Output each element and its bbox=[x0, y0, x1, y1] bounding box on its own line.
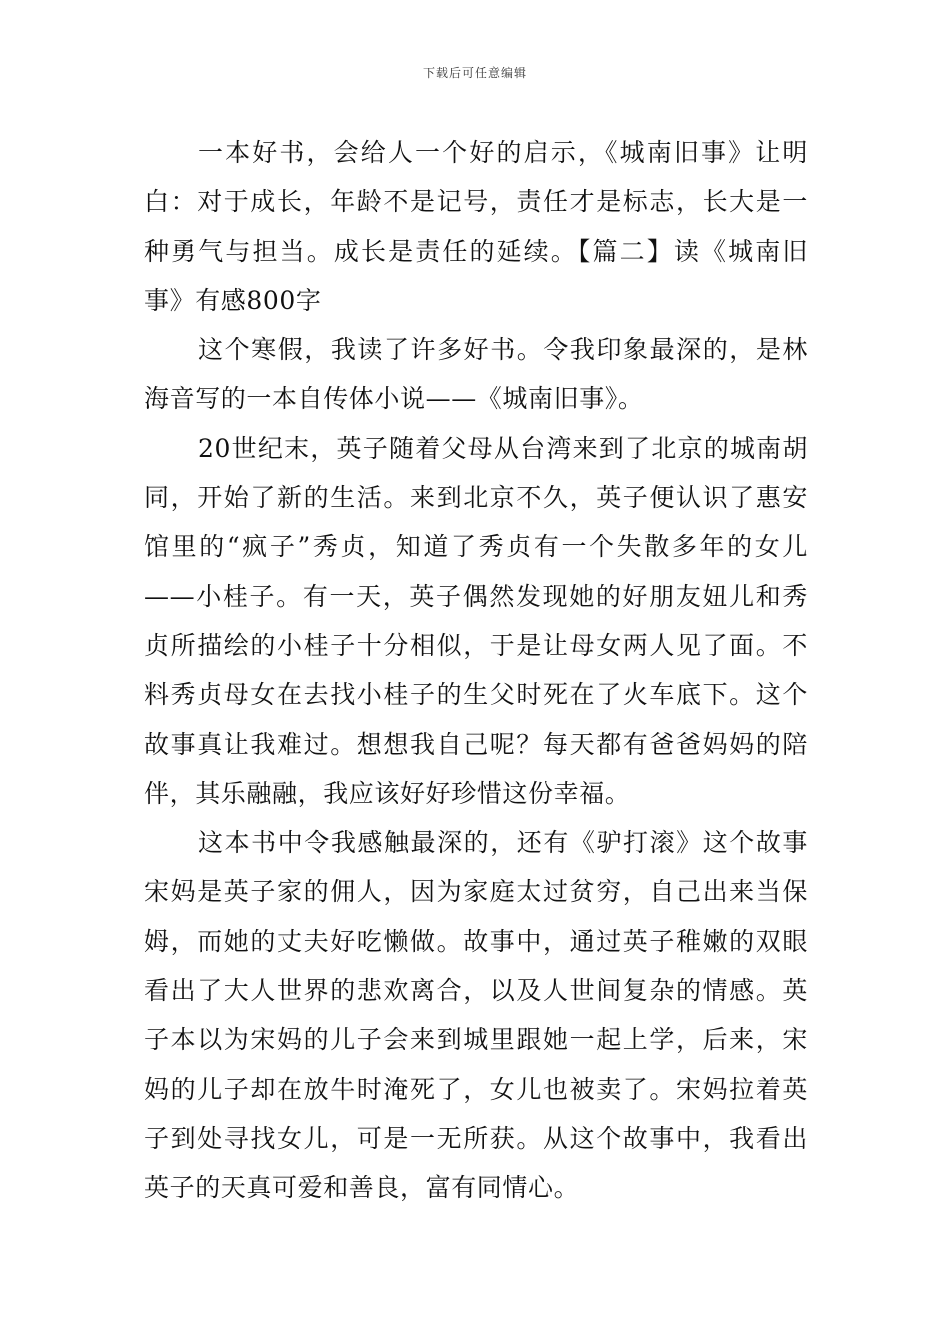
paragraph-1: 一本好书，会给人一个好的启示，《城南旧事》让明白：对于成长，年龄不是记号，责任才是标志，长大是一种勇气与担当。成长是责任的延续。【篇二】读《城南旧事》有感800字 bbox=[144, 138, 808, 315]
paragraph-3: 20世纪末，英子随着父母从台湾来到了北京的城南胡同，开始了新的生活。来到北京不久，英子便认识了惠安馆里的“疯子”秀贞，知道了秀贞有一个失散多年的女儿——小桂子。有一天，英子偶然发现她的好朋友妞儿和秀贞所描绘的小桂子十分相似，于是让母女两人见了面。不料秀贞母女在去找小桂子的生父时死在了火车底下。这个故事真让我难过。想想我自己呢？每天都有爸爸妈妈的陪伴，其乐融融，我应该好好珍惜这份幸福。 bbox=[144, 433, 808, 808]
page-header-note: 下载后可任意编辑 bbox=[422, 66, 527, 80]
document-body bbox=[144, 128, 808, 1213]
paragraph-4: 这本书中令我感触最深的，还有《驴打滚》这个故事宋妈是英子家的佣人，因为家庭太过贫穷，自己出来当保姆，而她的丈夫好吃懒做。故事中，通过英子稚嫩的双眼看出了大人世界的悲欢离合，以及人世间复杂的情感。英子本以为宋妈的儿子会来到城里跟她一起上学，后来，宋妈的儿子却在放牛时淹死了，女儿也被卖了。宋妈拉着英子到处寻找女儿，可是一无所获。从这个故事中，我看出英子的天真可爱和善良，富有同情心。 bbox=[144, 828, 808, 1203]
paragraph-2: 这个寒假，我读了许多好书。令我印象最深的，是林海音写的一本自传体小说——《城南旧事》。 bbox=[144, 335, 808, 414]
